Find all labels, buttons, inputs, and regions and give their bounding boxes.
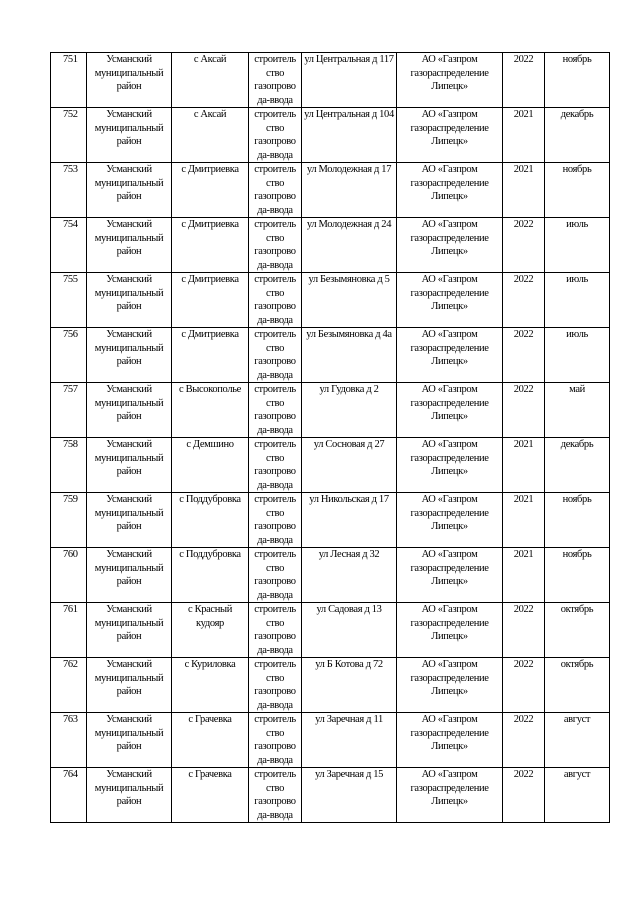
district-cell: Усманский муниципальный район xyxy=(87,53,172,108)
table-row xyxy=(51,328,610,383)
locality-cell: с Дмитриевка xyxy=(172,163,249,218)
table-row xyxy=(51,218,610,273)
work-type-cell: строитель ство газопрово да-ввода xyxy=(249,108,302,163)
year-cell: 2021 xyxy=(503,493,545,548)
work-type-cell: строитель ство газопрово да-ввода xyxy=(249,548,302,603)
district-cell: Усманский муниципальный район xyxy=(87,273,172,328)
year-cell: 2021 xyxy=(503,438,545,493)
address-cell: ул Садовая д 13 xyxy=(302,603,397,658)
locality-cell: с Красный кудояр xyxy=(172,603,249,658)
table-row xyxy=(51,548,610,603)
month-cell: декабрь xyxy=(545,108,610,163)
row-number-cell: 763 xyxy=(51,713,87,768)
year-cell: 2022 xyxy=(503,383,545,438)
month-cell: июль xyxy=(545,328,610,383)
district-cell: Усманский муниципальный район xyxy=(87,438,172,493)
table-row xyxy=(51,603,610,658)
month-cell: июль xyxy=(545,218,610,273)
address-cell: ул Безымяновка д 4а xyxy=(302,328,397,383)
organization-cell: АО «Газпром газораспределение Липецк» xyxy=(397,548,503,603)
document-page xyxy=(50,52,609,823)
year-cell: 2021 xyxy=(503,108,545,163)
year-cell: 2021 xyxy=(503,163,545,218)
organization-cell: АО «Газпром газораспределение Липецк» xyxy=(397,713,503,768)
address-cell: ул Б Котова д 72 xyxy=(302,658,397,713)
year-cell: 2022 xyxy=(503,768,545,823)
table-row xyxy=(51,658,610,713)
table-row xyxy=(51,108,610,163)
organization-cell: АО «Газпром газораспределение Липецк» xyxy=(397,768,503,823)
locality-cell: с Высокополье xyxy=(172,383,249,438)
work-type-cell: строитель ство газопрово да-ввода xyxy=(249,383,302,438)
address-cell: ул Заречная д 15 xyxy=(302,768,397,823)
organization-cell: АО «Газпром газораспределение Липецк» xyxy=(397,108,503,163)
locality-cell: с Аксай xyxy=(172,108,249,163)
row-number-cell: 752 xyxy=(51,108,87,163)
work-type-cell: строитель ство газопрово да-ввода xyxy=(249,438,302,493)
work-type-cell: строитель ство газопрово да-ввода xyxy=(249,163,302,218)
district-cell: Усманский муниципальный район xyxy=(87,603,172,658)
district-cell: Усманский муниципальный район xyxy=(87,548,172,603)
month-cell: ноябрь xyxy=(545,163,610,218)
locality-cell: с Дмитриевка xyxy=(172,328,249,383)
table-row xyxy=(51,438,610,493)
address-cell: ул Никольская д 17 xyxy=(302,493,397,548)
locality-cell: с Демшино xyxy=(172,438,249,493)
month-cell: октябрь xyxy=(545,658,610,713)
month-cell: ноябрь xyxy=(545,53,610,108)
address-cell: ул Заречная д 11 xyxy=(302,713,397,768)
address-cell: ул Гудовка д 2 xyxy=(302,383,397,438)
row-number-cell: 759 xyxy=(51,493,87,548)
year-cell: 2022 xyxy=(503,603,545,658)
year-cell: 2021 xyxy=(503,548,545,603)
district-cell: Усманский муниципальный район xyxy=(87,768,172,823)
row-number-cell: 755 xyxy=(51,273,87,328)
organization-cell: АО «Газпром газораспределение Липецк» xyxy=(397,383,503,438)
table-row xyxy=(51,273,610,328)
year-cell: 2022 xyxy=(503,218,545,273)
month-cell: ноябрь xyxy=(545,548,610,603)
row-number-cell: 753 xyxy=(51,163,87,218)
work-type-cell: строитель ство газопрово да-ввода xyxy=(249,713,302,768)
table-row xyxy=(51,768,610,823)
district-cell: Усманский муниципальный район xyxy=(87,108,172,163)
gas-connection-table xyxy=(50,52,610,823)
address-cell: ул Безымяновка д 5 xyxy=(302,273,397,328)
organization-cell: АО «Газпром газораспределение Липецк» xyxy=(397,163,503,218)
district-cell: Усманский муниципальный район xyxy=(87,328,172,383)
locality-cell: с Поддубровка xyxy=(172,548,249,603)
row-number-cell: 762 xyxy=(51,658,87,713)
row-number-cell: 760 xyxy=(51,548,87,603)
year-cell: 2022 xyxy=(503,53,545,108)
locality-cell: с Дмитриевка xyxy=(172,218,249,273)
month-cell: ноябрь xyxy=(545,493,610,548)
month-cell: май xyxy=(545,383,610,438)
locality-cell: с Грачевка xyxy=(172,713,249,768)
district-cell: Усманский муниципальный район xyxy=(87,658,172,713)
row-number-cell: 758 xyxy=(51,438,87,493)
year-cell: 2022 xyxy=(503,658,545,713)
table-row xyxy=(51,53,610,108)
work-type-cell: строитель ство газопрово да-ввода xyxy=(249,328,302,383)
table-row xyxy=(51,713,610,768)
organization-cell: АО «Газпром газораспределение Липецк» xyxy=(397,273,503,328)
row-number-cell: 754 xyxy=(51,218,87,273)
year-cell: 2022 xyxy=(503,328,545,383)
month-cell: июль xyxy=(545,273,610,328)
row-number-cell: 757 xyxy=(51,383,87,438)
district-cell: Усманский муниципальный район xyxy=(87,713,172,768)
address-cell: ул Молодежная д 24 xyxy=(302,218,397,273)
row-number-cell: 751 xyxy=(51,53,87,108)
locality-cell: с Дмитриевка xyxy=(172,273,249,328)
address-cell: ул Сосновая д 27 xyxy=(302,438,397,493)
district-cell: Усманский муниципальный район xyxy=(87,493,172,548)
locality-cell: с Куриловка xyxy=(172,658,249,713)
month-cell: октябрь xyxy=(545,603,610,658)
district-cell: Усманский муниципальный район xyxy=(87,383,172,438)
work-type-cell: строитель ство газопрово да-ввода xyxy=(249,768,302,823)
organization-cell: АО «Газпром газораспределение Липецк» xyxy=(397,493,503,548)
row-number-cell: 756 xyxy=(51,328,87,383)
row-number-cell: 761 xyxy=(51,603,87,658)
month-cell: август xyxy=(545,713,610,768)
district-cell: Усманский муниципальный район xyxy=(87,163,172,218)
address-cell: ул Лесная д 32 xyxy=(302,548,397,603)
row-number-cell: 764 xyxy=(51,768,87,823)
work-type-cell: строитель ство газопрово да-ввода xyxy=(249,53,302,108)
locality-cell: с Аксай xyxy=(172,53,249,108)
organization-cell: АО «Газпром газораспределение Липецк» xyxy=(397,438,503,493)
district-cell: Усманский муниципальный район xyxy=(87,218,172,273)
table-row xyxy=(51,383,610,438)
work-type-cell: строитель ство газопрово да-ввода xyxy=(249,273,302,328)
table-body xyxy=(51,53,610,823)
table-row xyxy=(51,163,610,218)
locality-cell: с Поддубровка xyxy=(172,493,249,548)
organization-cell: АО «Газпром газораспределение Липецк» xyxy=(397,603,503,658)
address-cell: ул Центральная д 104 xyxy=(302,108,397,163)
address-cell: ул Молодежная д 17 xyxy=(302,163,397,218)
month-cell: декабрь xyxy=(545,438,610,493)
organization-cell: АО «Газпром газораспределение Липецк» xyxy=(397,53,503,108)
month-cell: август xyxy=(545,768,610,823)
year-cell: 2022 xyxy=(503,713,545,768)
work-type-cell: строитель ство газопрово да-ввода xyxy=(249,493,302,548)
work-type-cell: строитель ство газопрово да-ввода xyxy=(249,218,302,273)
organization-cell: АО «Газпром газораспределение Липецк» xyxy=(397,328,503,383)
locality-cell: с Грачевка xyxy=(172,768,249,823)
work-type-cell: строитель ство газопрово да-ввода xyxy=(249,603,302,658)
table-row xyxy=(51,493,610,548)
organization-cell: АО «Газпром газораспределение Липецк» xyxy=(397,658,503,713)
year-cell: 2022 xyxy=(503,273,545,328)
organization-cell: АО «Газпром газораспределение Липецк» xyxy=(397,218,503,273)
address-cell: ул Центральная д 117 xyxy=(302,53,397,108)
work-type-cell: строитель ство газопрово да-ввода xyxy=(249,658,302,713)
